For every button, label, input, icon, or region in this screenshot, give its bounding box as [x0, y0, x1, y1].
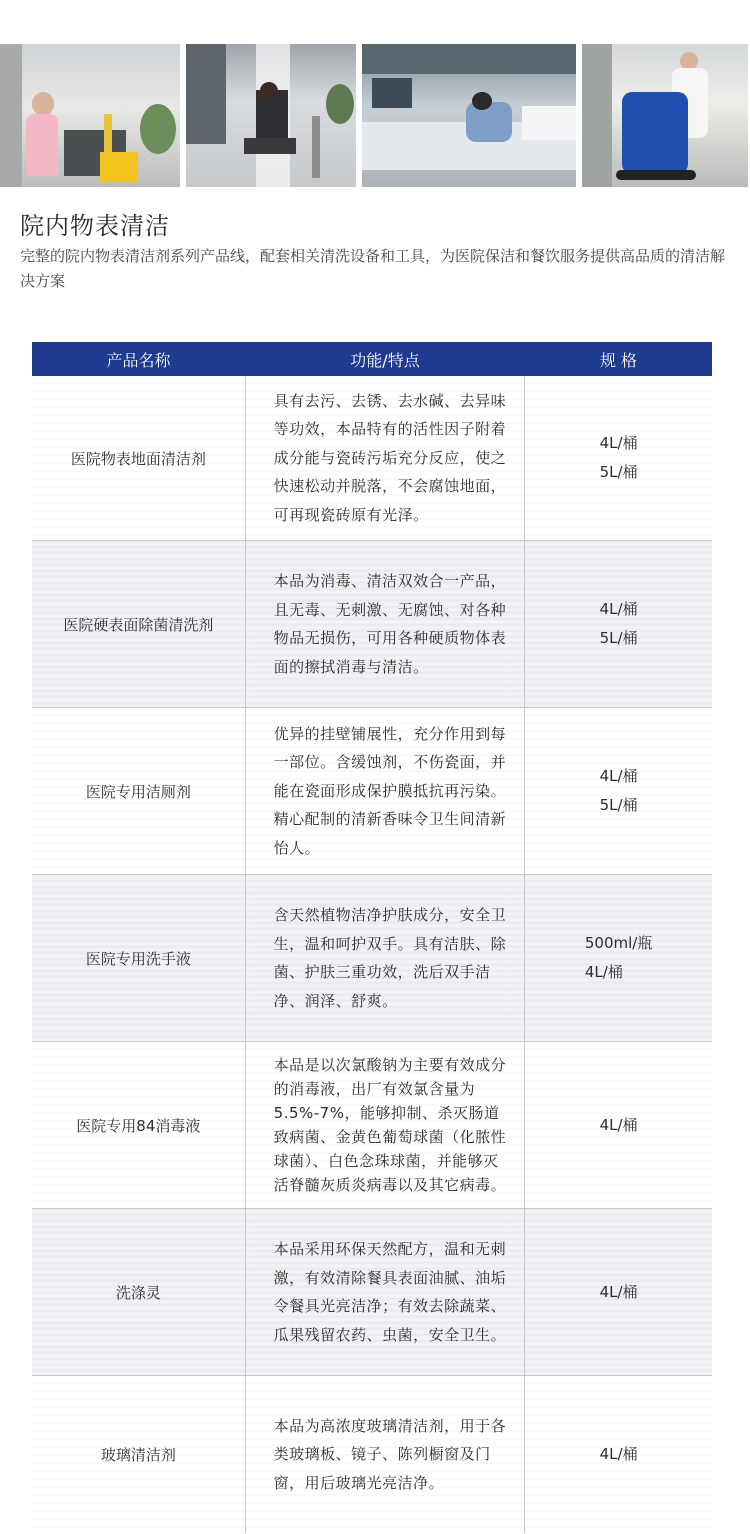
- product-spec: [525, 1376, 712, 1533]
- product-feature: 本品采用环保天然配方，温和无刺激，有效清除餐具表面油腻、油垢令餐具光亮洁净；有效去除蔬菜、瓜果残留农药、虫菌，安全卫生。: [246, 1209, 526, 1375]
- product-name: 医院硬表面除菌清洗剂: [32, 541, 246, 707]
- spec-item: 4L/桶: [599, 767, 638, 785]
- spec-item: 4L/桶: [599, 434, 638, 452]
- product-feature: 本品是以次氯酸钠为主要有效成分的消毒液，出厂有效氯含量为5.5%-7%，能够抑制、杀灭肠道致病菌、金黄色葡萄球菌（化脓性球菌）、白色念珠球菌，并能够灭活脊髓灰质炎病毒以及其它病毒。: [246, 1042, 526, 1208]
- spec-item: 500ml/瓶: [584, 934, 653, 952]
- photo-ward-patient-care: [362, 44, 576, 187]
- header-spec: 规 格: [599, 350, 638, 370]
- table-row: [32, 1376, 712, 1533]
- table-row: [32, 708, 712, 875]
- header-product-name: 产品名称: [106, 350, 171, 370]
- spec-item: 5L/桶: [599, 629, 638, 647]
- spec-item: 4L/桶: [599, 600, 638, 618]
- product-feature: 具有去污、去锈、去水碱、去异味等功效，本品特有的活性因子附着成分能与瓷砖污垢充分反应，使之快速松动并脱落，不会腐蚀地面，可再现瓷砖原有光泽。: [246, 376, 526, 540]
- table-row: [32, 1042, 712, 1209]
- header-features: 功能/特点: [350, 350, 420, 370]
- product-name: 洗涤灵: [32, 1209, 246, 1375]
- product-spec: [525, 1042, 712, 1208]
- product-spec: [525, 708, 712, 874]
- spec-item: 4L/桶: [599, 1115, 638, 1134]
- table-row: [32, 541, 712, 708]
- product-spec: [525, 376, 712, 540]
- table-row: [32, 376, 712, 541]
- product-feature: 本品为高浓度玻璃清洁剂，用于各类玻璃板、镜子、陈列橱窗及门窗，用后玻璃光亮洁净。: [246, 1376, 526, 1533]
- spec-item: 5L/桶: [599, 463, 638, 481]
- spec-item: 4L/桶: [599, 1282, 638, 1301]
- photo-nurse-with-cleaning-cart: [0, 44, 180, 187]
- product-feature: 优异的挂壁铺展性，充分作用到每一部位。含缓蚀剂，不伤瓷面，并能在瓷面形成保护膜抵抗再污染。精心配制的清新香味令卫生间清新怡人。: [246, 708, 526, 874]
- product-name: 玻璃清洁剂: [32, 1376, 246, 1533]
- spec-item: 4L/桶: [599, 1445, 638, 1463]
- intro-text: 完整的院内物表清洁剂系列产品线，配套相关清洗设备和工具，为医院保洁和餐饮服务提供高品质的清洁解决方案: [20, 247, 726, 290]
- photo-worker-cleaning-floor: [186, 44, 356, 187]
- product-spec: [525, 1209, 712, 1375]
- spec-item: 5L/桶: [599, 796, 638, 814]
- product-feature: 含天然植物洁净护肤成分，安全卫生，温和呵护双手。具有洁肤、除菌、护肤三重功效，洗后双手洁净、润泽、舒爽。: [246, 875, 526, 1041]
- photo-floor-scrubber-machine: [582, 44, 748, 187]
- product-name: 医院专用洁厕剂: [32, 708, 246, 874]
- table-header: [32, 342, 712, 376]
- table-row: [32, 875, 712, 1042]
- product-spec: [525, 541, 712, 707]
- product-name: 医院专用84消毒液: [32, 1042, 246, 1208]
- spec-item: 4L/桶: [584, 963, 623, 981]
- photo-strip: [0, 44, 750, 187]
- page-title: 院内物表清洁: [20, 212, 170, 240]
- product-spec: [525, 875, 712, 1041]
- product-feature: 本品为消毒、清洁双效合一产品，且无毒、无刺激、无腐蚀、对各种物品无损伤，可用各种硬质物体表面的擦拭消毒与清洁。: [246, 541, 526, 707]
- product-name: 医院物表地面清洁剂: [32, 376, 246, 540]
- product-name: 医院专用洗手液: [32, 875, 246, 1041]
- table-row: [32, 1209, 712, 1376]
- product-table: [32, 342, 712, 1533]
